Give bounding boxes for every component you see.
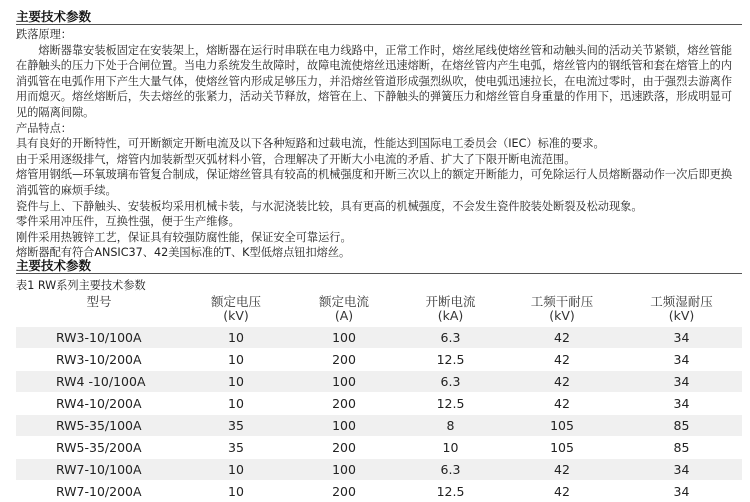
table-header-row [16, 293, 742, 327]
table-caption: 表1 RW系列主要技术参数 [16, 277, 146, 293]
section-title-tech-params: 主要技术参数 [16, 256, 91, 274]
model-cell: RW3-10/200A [16, 349, 182, 371]
value-cell: 42 [503, 393, 621, 415]
value-cell: 10 [182, 481, 290, 502]
model-cell: RW4-10/200A [16, 393, 182, 415]
value-cell: 200 [290, 393, 398, 415]
column-header-label: 开断电流 [398, 295, 503, 309]
value-cell: 85 [621, 437, 742, 459]
paragraph: 具有良好的开断特性，可开断额定开断电流及以下各种短路和过载电流，性能达到国际电工委员会（IEC）标准的要求。 [16, 136, 742, 152]
table-row [16, 327, 742, 349]
paragraph: 零件采用冲压件，互换性强，便于生产维修。 [16, 214, 742, 230]
value-cell: 6.3 [398, 371, 503, 393]
paragraph: 产品特点： [16, 121, 742, 137]
model-cell: RW4 -10/100A [16, 371, 182, 393]
value-cell: 42 [503, 371, 621, 393]
value-cell: 12.5 [398, 349, 503, 371]
value-cell: 6.3 [398, 327, 503, 349]
value-cell: 6.3 [398, 459, 503, 481]
value-cell: 12.5 [398, 481, 503, 502]
column-header [16, 293, 182, 327]
column-header [182, 293, 290, 327]
column-header [290, 293, 398, 327]
model-cell: RW5-35/200A [16, 437, 182, 459]
paragraph: 由于采用逐级排气，熔管内加装新型灭弧材料小管，合理解决了开断大小电流的矛盾、扩大了下限开断电流范围。 [16, 152, 742, 168]
paragraph: 熔管用钢纸—环氧玻璃布管复合制成，保证熔丝管具有较高的机械强度和开断三次以上的额定开断能力，可免除运行人员熔断器动作一次后即更换消弧管的麻烦手续。 [16, 167, 742, 198]
column-header-unit: (kV) [503, 309, 621, 323]
column-header-label: 型号 [16, 295, 182, 309]
model-cell: RW5-35/100A [16, 415, 182, 437]
model-cell: RW7-10/100A [16, 459, 182, 481]
description-text [16, 27, 742, 261]
table-row [16, 371, 742, 393]
value-cell: 105 [503, 437, 621, 459]
column-header-label: 工频湿耐压 [621, 295, 742, 309]
value-cell: 100 [290, 459, 398, 481]
value-cell: 10 [398, 437, 503, 459]
column-header [621, 293, 742, 327]
value-cell: 200 [290, 437, 398, 459]
params-table [16, 293, 742, 502]
column-header-unit: (kA) [398, 309, 503, 323]
value-cell: 34 [621, 459, 742, 481]
column-header-unit: (A) [290, 309, 398, 323]
value-cell: 34 [621, 349, 742, 371]
value-cell: 42 [503, 481, 621, 502]
value-cell: 10 [182, 393, 290, 415]
value-cell: 34 [621, 327, 742, 349]
table-row [16, 481, 742, 502]
value-cell: 200 [290, 349, 398, 371]
value-cell: 34 [621, 393, 742, 415]
value-cell: 10 [182, 371, 290, 393]
table-row [16, 349, 742, 371]
value-cell: 34 [621, 371, 742, 393]
table-row [16, 437, 742, 459]
value-cell: 35 [182, 415, 290, 437]
paragraph: 跌落原理： [16, 27, 742, 43]
table-row [16, 459, 742, 481]
value-cell: 85 [621, 415, 742, 437]
paragraph: 熔断器靠安装板固定在安装架上，熔断器在运行时串联在电力线路中，正常工作时，熔丝尾线使熔丝管和动触头间的活动关节紧锁，熔丝管能在静触头的压力下处于合闸位置。当电力系统发生故障时，故障电流使熔丝迅速熔断，在熔丝管内产生电弧，熔丝管内的钢纸管和套在熔管上的内消弧管在电弧作用下产生大量气体，使熔丝管内形成足够压力，并沿熔丝管道形成强烈纵吹，使电弧迅速拉长，在电流过零时，由于强烈去游离作用而熄灭。熔丝熔断后，失去熔丝的张紧力，活动关节释放，熔管在上、下静触头的弹簧压力和熔丝管自身重量的作用下，迅速跌落，形成明显可见的隔离间隙。 [16, 43, 742, 121]
value-cell: 10 [182, 327, 290, 349]
section-divider [16, 24, 742, 25]
column-header-label: 工频干耐压 [503, 295, 621, 309]
column-header-unit [16, 309, 182, 323]
value-cell: 8 [398, 415, 503, 437]
value-cell: 200 [290, 481, 398, 502]
model-cell: RW7-10/200A [16, 481, 182, 502]
paragraph: 刚件采用热镀锌工艺，保证具有较强防腐性能，保证安全可靠运行。 [16, 230, 742, 246]
model-cell: RW3-10/100A [16, 327, 182, 349]
column-header-label: 额定电压 [182, 295, 290, 309]
value-cell: 34 [621, 481, 742, 502]
column-header-label: 额定电流 [290, 295, 398, 309]
value-cell: 100 [290, 327, 398, 349]
paragraph: 瓷件与上、下静触头、安装板均采用机械卡装，与水泥浇装比较，具有更高的机械强度，不会发生瓷件胶装处断裂及松动现象。 [16, 199, 742, 215]
column-header-unit: (kV) [621, 309, 742, 323]
value-cell: 105 [503, 415, 621, 437]
table-row [16, 415, 742, 437]
paragraph: 熔断器配有符合ANSIC37、42美国标准的T、K型低熔点钮扣熔丝。 [16, 245, 742, 261]
value-cell: 10 [182, 349, 290, 371]
value-cell: 42 [503, 459, 621, 481]
value-cell: 10 [182, 459, 290, 481]
column-header [503, 293, 621, 327]
section-divider [16, 273, 742, 274]
table-row [16, 393, 742, 415]
table-body [16, 327, 742, 502]
column-header-unit: (kV) [182, 309, 290, 323]
value-cell: 42 [503, 349, 621, 371]
value-cell: 12.5 [398, 393, 503, 415]
value-cell: 100 [290, 371, 398, 393]
column-header [398, 293, 503, 327]
section-title-main-params: 主要技术参数 [16, 7, 91, 25]
value-cell: 100 [290, 415, 398, 437]
value-cell: 42 [503, 327, 621, 349]
value-cell: 35 [182, 437, 290, 459]
